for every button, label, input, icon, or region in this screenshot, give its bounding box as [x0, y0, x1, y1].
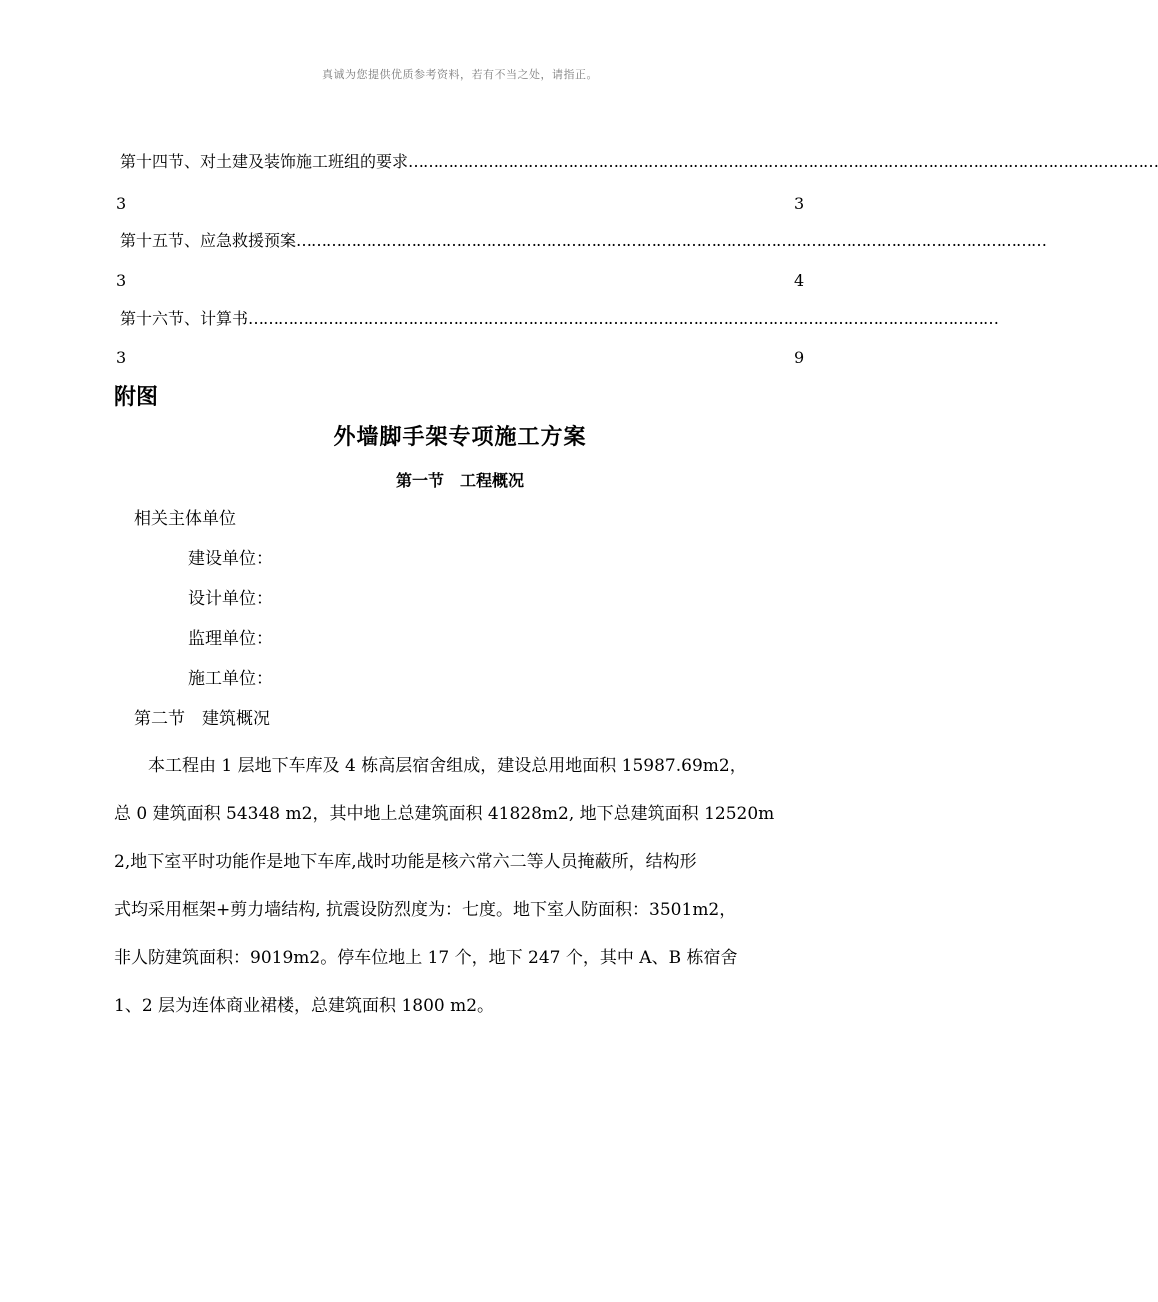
paragraph-line: 本工程由 1 层地下车库及 4 栋高层宿舍组成，建设总用地面积 15987.69m2， — [114, 756, 747, 776]
paragraph-line: 式均采用框架+剪力墙结构, 抗震设防烈度为：七度。地下室人防面积：3501m2， — [114, 900, 737, 920]
toc-page-right: 3 — [794, 194, 805, 213]
document-title: 外墙脚手架专项施工方案 — [333, 425, 587, 450]
paragraph-line: 2,地下室平时功能作是地下车库,战时功能是核六常六二等人员掩蔽所，结构形 — [114, 852, 697, 872]
toc-page-left: 3 — [116, 194, 127, 213]
toc-leader-dots: …………………………………………………………………………………………………………………………………… — [248, 309, 999, 328]
paragraph-line: 1、2 层为连体商业裙楼，总建筑面积 1800 m2。 — [114, 996, 495, 1016]
watermark-header: 真诚为您提供优质参考资料，若有不当之处，请指正。 — [322, 68, 598, 81]
toc-entry-title: 第十六节、计算书 — [120, 309, 249, 328]
toc-page-right: 4 — [794, 271, 805, 290]
related-units-heading: 相关主体单位 — [134, 509, 236, 529]
appendix-heading: 附图 — [114, 385, 159, 410]
paragraph-line: 非人防建筑面积：9019m2。停车位地上 17 个，地下 247 个，其中 A、B 栋宿舍 — [114, 948, 738, 968]
design-unit-label: 设计单位： — [188, 589, 273, 609]
toc-entry-16[interactable] — [120, 309, 999, 329]
toc-entry-title: 第十四节、对土建及装饰施工班组的要求 — [120, 152, 409, 171]
toc-leader-dots: …………………………………………………………………………………………………………………………………… — [296, 231, 1047, 250]
construction-unit-label: 建设单位： — [188, 549, 273, 569]
section2-title: 第二节 建筑概况 — [134, 709, 270, 729]
section1-title: 第一节 工程概况 — [395, 471, 524, 490]
building-overview-paragraph — [114, 742, 830, 1030]
toc-page-left: 3 — [116, 348, 127, 367]
toc-page-right: 9 — [794, 348, 805, 367]
toc-leader-dots: …………………………………………………………………………………………………………………………………… — [408, 152, 1158, 171]
toc-entry-title: 第十五节、应急救援预案 — [120, 231, 297, 250]
toc-entry-15[interactable] — [120, 231, 1047, 251]
contractor-unit-label: 施工单位： — [188, 669, 273, 689]
toc-entry-14[interactable] — [120, 152, 1158, 172]
supervision-unit-label: 监理单位： — [188, 629, 273, 649]
toc-page-left: 3 — [116, 271, 127, 290]
paragraph-line: 总 0 建筑面积 54348 m2，其中地上总建筑面积 41828m2, 地下总建筑面积 12520m — [114, 804, 775, 824]
